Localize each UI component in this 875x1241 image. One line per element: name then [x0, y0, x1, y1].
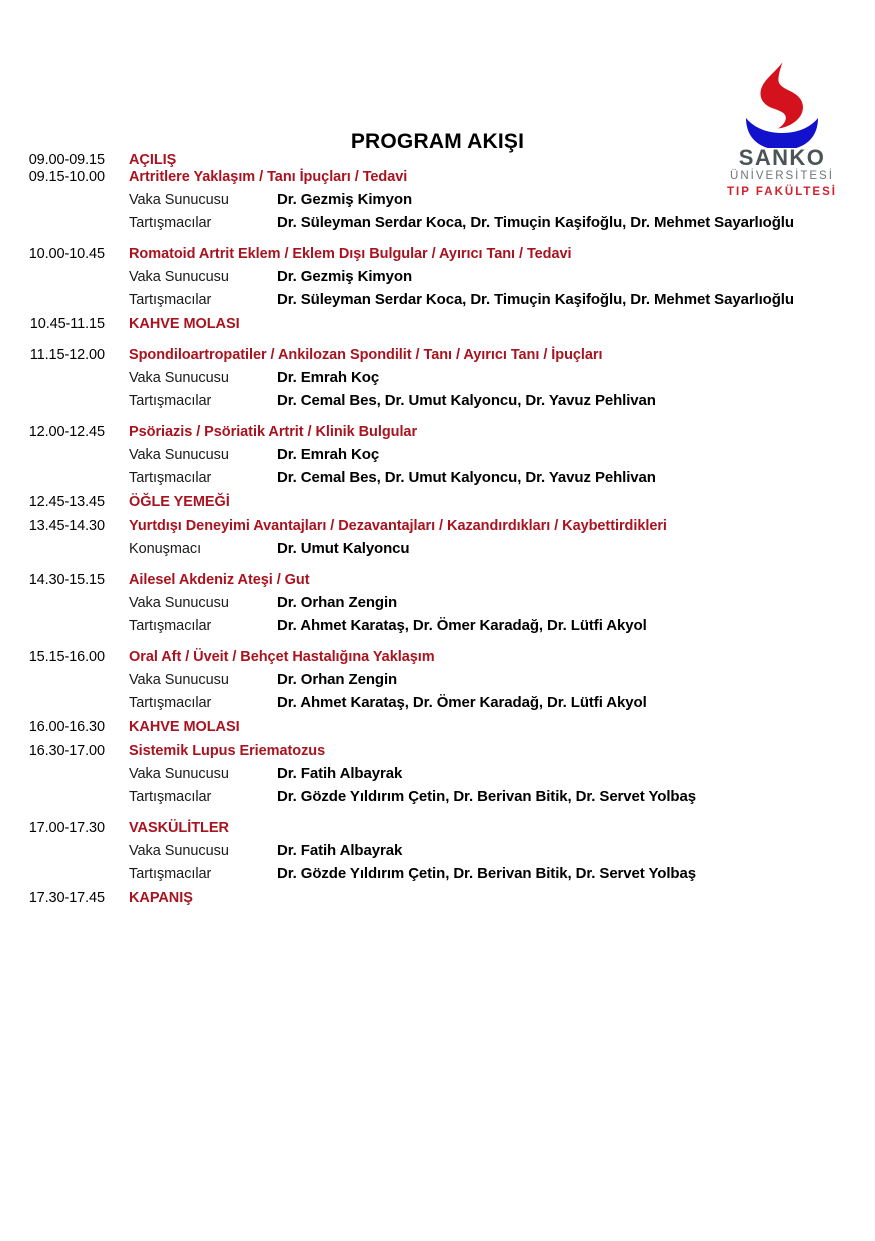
session-detail-row: [0, 594, 875, 611]
detail-role-label: Vaka Sunucusu: [129, 595, 229, 611]
session-time: 17.30-17.45: [28, 890, 105, 906]
session-time: 12.00-12.45: [28, 424, 105, 440]
logo-subtitle-faculty: TIP FAKÜLTESİ: [727, 185, 837, 198]
session-title: VASKÜLİTLER: [129, 820, 229, 836]
detail-role-label: Vaka Sunucusu: [129, 192, 229, 208]
session-title: Artritlere Yaklaşım / Tanı İpuçları / Tedavi: [129, 169, 408, 185]
session-title: ÖĞLE YEMEĞİ: [129, 494, 230, 510]
detail-role-label: Tartışmacılar: [129, 789, 212, 805]
detail-role-label: Konuşmacı: [129, 541, 202, 557]
session-detail-row: [0, 392, 875, 409]
schedule-session-row: [0, 572, 875, 588]
schedule-block: [0, 316, 875, 332]
session-time: 16.00-16.30: [28, 719, 105, 735]
detail-person-names: Dr. Gözde Yıldırım Çetin, Dr. Berivan Bitik, Dr. Servet Yolbaş: [277, 865, 696, 882]
detail-role-label: Tartışmacılar: [129, 695, 212, 711]
session-title: Spondiloartropatiler / Ankilozan Spondilit / Tanı / Ayırıcı Tanı / İpuçları: [129, 347, 603, 363]
session-time: 15.15-16.00: [28, 649, 105, 665]
detail-role-label: Tartışmacılar: [129, 215, 212, 231]
schedule-block: [0, 169, 875, 231]
session-detail-row: [0, 291, 875, 308]
detail-person-names: Dr. Gözde Yıldırım Çetin, Dr. Berivan Bitik, Dr. Servet Yolbaş: [277, 788, 696, 805]
session-title: KAHVE MOLASI: [129, 719, 240, 735]
schedule-session-row: [0, 424, 875, 440]
schedule-session-row: [0, 719, 875, 735]
session-time: 10.00-10.45: [28, 246, 105, 262]
page-title: PROGRAM AKIŞI: [350, 130, 525, 153]
session-title: Psöriazis / Psöriatik Artrit / Klinik Bulgular: [129, 424, 418, 440]
schedule-block: [0, 152, 875, 168]
detail-person-names: Dr. Umut Kalyoncu: [277, 540, 410, 557]
session-time: 12.45-13.45: [28, 494, 105, 510]
schedule-session-row: [0, 494, 875, 510]
schedule-session-row: [0, 890, 875, 906]
schedule-block: [0, 494, 875, 510]
session-detail-row: [0, 765, 875, 782]
schedule-session-row: [0, 316, 875, 332]
schedule-block: [0, 424, 875, 486]
schedule-session-row: [0, 649, 875, 665]
session-title: Romatoid Artrit Eklem / Eklem Dışı Bulgular / Ayırıcı Tanı / Tedavi: [129, 246, 572, 262]
schedule-block: [0, 743, 875, 805]
detail-role-label: Vaka Sunucusu: [129, 766, 229, 782]
detail-person-names: Dr. Cemal Bes, Dr. Umut Kalyoncu, Dr. Yavuz Pehlivan: [277, 392, 656, 409]
detail-person-names: Dr. Süleyman Serdar Koca, Dr. Timuçin Kaşifoğlu, Dr. Mehmet Sayarlıoğlu: [277, 214, 794, 231]
session-time: 11.15-12.00: [29, 347, 105, 363]
logo-subtitle-university: ÜNİVERSİTESİ: [730, 170, 834, 183]
session-detail-row: [0, 694, 875, 711]
session-detail-row: [0, 865, 875, 882]
session-detail-row: [0, 446, 875, 463]
session-title: AÇILIŞ: [129, 152, 177, 168]
detail-person-names: Dr. Ahmet Karataş, Dr. Ömer Karadağ, Dr. Lütfi Akyol: [277, 694, 647, 711]
detail-person-names: Dr. Emrah Koç: [277, 369, 380, 386]
detail-role-label: Tartışmacılar: [129, 393, 212, 409]
session-title: Sistemik Lupus Eriematozus: [129, 743, 326, 759]
schedule-block: [0, 246, 875, 308]
schedule-block: [0, 572, 875, 634]
session-title: KAPANIŞ: [129, 890, 193, 906]
session-detail-row: [0, 214, 875, 231]
session-detail-row: [0, 671, 875, 688]
schedule-session-row: [0, 820, 875, 836]
schedule-session-row: [0, 518, 875, 534]
detail-person-names: Dr. Fatih Albayrak: [277, 842, 403, 859]
session-detail-row: [0, 842, 875, 859]
schedule-block: [0, 347, 875, 409]
session-time: 09.00-09.15: [28, 152, 105, 168]
session-title: Ailesel Akdeniz Ateşi / Gut: [129, 572, 310, 588]
detail-person-names: Dr. Fatih Albayrak: [277, 765, 403, 782]
schedule-session-row: [0, 152, 875, 168]
session-time: 16.30-17.00: [28, 743, 105, 759]
schedule-session-row: [0, 743, 875, 759]
schedule-block: [0, 719, 875, 735]
detail-person-names: Dr. Emrah Koç: [277, 446, 380, 463]
session-title: Oral Aft / Üveit / Behçet Hastalığına Yaklaşım: [129, 649, 435, 665]
logo-brand-name: SANKO: [738, 145, 826, 170]
session-detail-row: [0, 191, 875, 208]
detail-person-names: Dr. Süleyman Serdar Koca, Dr. Timuçin Kaşifoğlu, Dr. Mehmet Sayarlıoğlu: [277, 291, 794, 308]
session-detail-row: [0, 268, 875, 285]
session-detail-row: [0, 540, 875, 557]
detail-role-label: Vaka Sunucusu: [129, 370, 229, 386]
schedule-block: [0, 649, 875, 711]
detail-role-label: Tartışmacılar: [129, 470, 212, 486]
session-time: 17.00-17.30: [28, 820, 105, 836]
detail-role-label: Vaka Sunucusu: [129, 843, 229, 859]
detail-role-label: Tartışmacılar: [129, 618, 212, 634]
schedule-session-row: [0, 347, 875, 363]
session-detail-row: [0, 788, 875, 805]
session-time: 14.30-15.15: [28, 572, 105, 588]
detail-person-names: Dr. Cemal Bes, Dr. Umut Kalyoncu, Dr. Yavuz Pehlivan: [277, 469, 656, 486]
session-detail-row: [0, 617, 875, 634]
schedule-block: [0, 820, 875, 882]
schedule-session-row: [0, 246, 875, 262]
session-time: 09.15-10.00: [28, 169, 105, 185]
session-title: Yurtdışı Deneyimi Avantajları / Dezavantajları / Kazandırdıkları / Kaybettirdikleri: [129, 518, 667, 534]
detail-role-label: Vaka Sunucusu: [129, 447, 229, 463]
schedule-block: [0, 890, 875, 906]
session-detail-row: [0, 469, 875, 486]
flame-shape: [760, 62, 803, 129]
session-detail-row: [0, 369, 875, 386]
schedule-session-row: [0, 169, 875, 185]
detail-person-names: Dr. Gezmiş Kimyon: [277, 268, 413, 285]
detail-person-names: Dr. Orhan Zengin: [277, 671, 398, 688]
detail-role-label: Vaka Sunucusu: [129, 269, 229, 285]
detail-person-names: Dr. Ahmet Karataş, Dr. Ömer Karadağ, Dr. Lütfi Akyol: [277, 617, 647, 634]
detail-person-names: Dr. Gezmiş Kimyon: [277, 191, 413, 208]
session-time: 13.45-14.30: [28, 518, 105, 534]
program-schedule-list: [0, 152, 875, 907]
detail-role-label: Vaka Sunucusu: [129, 672, 229, 688]
session-title: KAHVE MOLASI: [129, 316, 240, 332]
schedule-block: [0, 518, 875, 557]
detail-role-label: Tartışmacılar: [129, 866, 212, 882]
detail-role-label: Tartışmacılar: [129, 292, 212, 308]
session-time: 10.45-11.15: [29, 316, 105, 332]
detail-person-names: Dr. Orhan Zengin: [277, 594, 398, 611]
